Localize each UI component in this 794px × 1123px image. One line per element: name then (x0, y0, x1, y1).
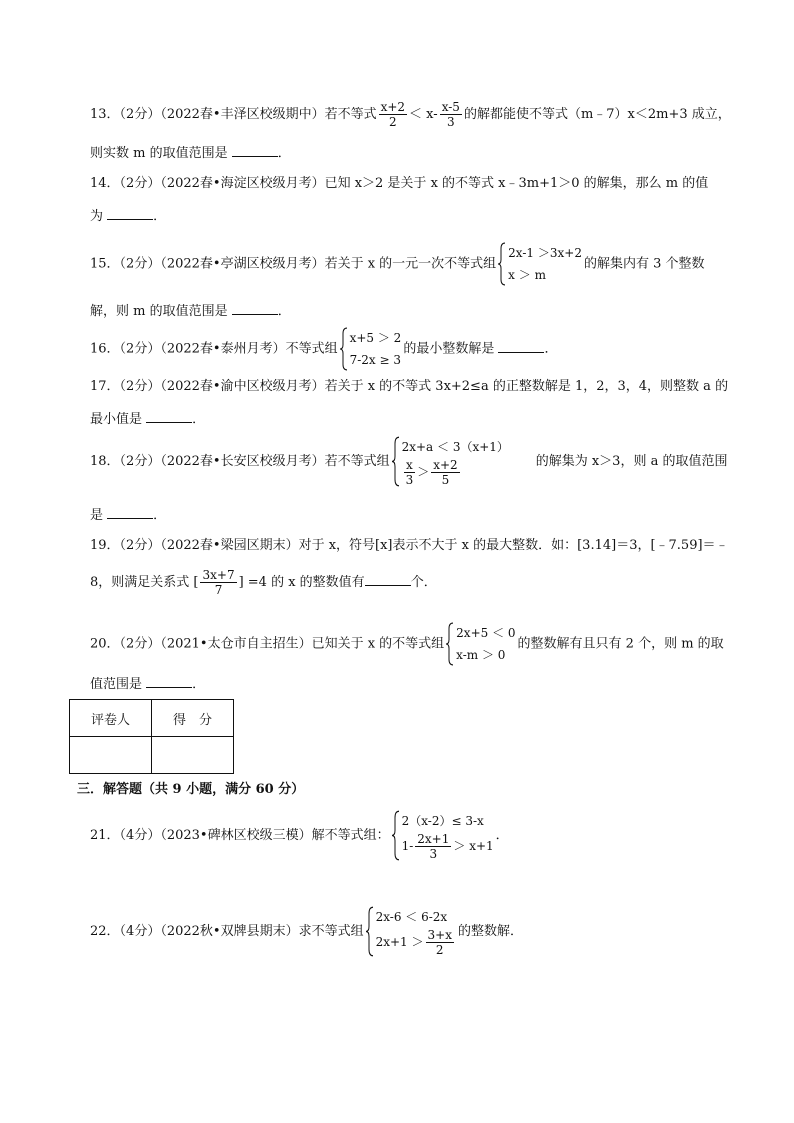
q13-continuation: 则实数 m 的取值范围是 ． (90, 146, 291, 161)
q13-prefix: 13．（2分）（2022春•丰泽区校级期中）若不等式 (90, 107, 377, 122)
q18-inequality-system: 2x+a ＜ 3（x+1） $\frac{x}{3}$ ＞ $\frac{x+2}{5}$ (392, 436, 509, 487)
question-19: 19．（2分）（2022春•梁园区期末）对于 x，符号[x]表示不大于 x 的最大整数．如：[3.14]＝3，[﹣7.59]＝﹣ (90, 538, 729, 553)
q14-continuation: 为 ． (90, 209, 167, 224)
brace-icon (340, 327, 348, 371)
q21-row2: 1- $\frac{2x+1}{3}$ ＞ x+1 (401, 832, 494, 861)
q17-continuation: 最小值是 ． (90, 412, 206, 427)
answer-blank[interactable] (232, 144, 278, 157)
grader-cell[interactable] (70, 737, 152, 774)
question-13 (90, 100, 731, 129)
brace-icon (392, 810, 400, 861)
answer-blank[interactable] (107, 506, 153, 519)
question-15: 15．（2分）（2022春•亭湖区校级月考）若关于 x 的一元一次不等式组 2x-1 ＞3x+2 x ＞ m 的解集内有 3 个整数 (90, 242, 705, 286)
section-heading: 三．解答题（共 9 小题，满分 60 分） (77, 782, 305, 797)
q15-continuation: 解，则 m 的取值范围是 ． (90, 304, 291, 319)
grader-header: 评卷人 (70, 700, 152, 737)
question-18: 18．（2分）（2022春•长安区校级月考）若不等式组 2x+a ＜ 3（x+1） $\frac{x}{3}$ ＞ $\frac{x+2}{5}$ 的解集为 x＞3，则 a 的取值范围 (90, 436, 727, 487)
q18-row2: $\frac{x}{3}$ ＞ $\frac{x+2}{5}$ (405, 458, 458, 487)
q19-continuation: 8，则满足关系式 [ $\frac{3x+7}{7}$ ] =4 的 x 的整数值有 个． (90, 568, 437, 597)
answer-blank[interactable] (232, 302, 278, 315)
question-20: 20．（2分）（2021•太仓市自主招生）已知关于 x 的不等式组 2x+5 ＜ 0 x-m ＞ 0 的整数解有且只有 2 个，则 m 的取 (90, 622, 724, 666)
q22-row2: 2x+1 ＞ $\frac{3+x}{2}$ (375, 928, 452, 957)
question-21: 21．（4分）（2023•碑林区校级三模）解不等式组： 2（x-2）≤ 3-x 1- $\frac{2x+1}{3}$ ＞ x+1 ． (90, 810, 509, 861)
answer-blank[interactable] (498, 340, 544, 353)
q21-inequality-system: 2（x-2）≤ 3-x 1- $\frac{2x+1}{3}$ ＞ x+1 (392, 810, 494, 861)
question-14: 14．（2分）（2022春•海淀区校级月考）已知 x＞2 是关于 x 的不等式 x﹣3m+1＞0 的解集，那么 m 的值 (90, 176, 709, 191)
question-17: 17．（2分）（2022春•渝中区校级月考）若关于 x 的不等式 3x+2≤a 的正整数解是 1，2，3，4，则整数 a 的 (90, 379, 729, 394)
answer-blank[interactable] (146, 410, 192, 423)
score-cell[interactable] (152, 737, 234, 774)
answer-blank[interactable] (146, 675, 192, 688)
question-16: 16．（2分）（2022春•泰州月考）不等式组 x+5 ＞ 2 7-2x ≥ 3 的最小整数解是 ． (90, 327, 557, 371)
q15-inequality-system: 2x-1 ＞3x+2 x ＞ m (498, 242, 582, 286)
q13-fraction-1: $\frac{x+2}{2}$ (380, 100, 406, 129)
q13-lt: ＜ x- (409, 107, 438, 122)
q20-continuation: 值范围是 ． (90, 677, 206, 692)
score-header: 得 分 (152, 700, 234, 737)
answer-blank[interactable] (107, 207, 153, 220)
q18-continuation: 是 ． (90, 508, 167, 523)
q20-inequality-system: 2x+5 ＜ 0 x-m ＞ 0 (446, 622, 515, 666)
q16-inequality-system: x+5 ＞ 2 7-2x ≥ 3 (340, 327, 402, 371)
brace-icon (392, 436, 400, 487)
brace-icon (366, 906, 374, 957)
answer-blank[interactable] (365, 573, 411, 586)
score-table (69, 699, 234, 774)
brace-icon (446, 622, 454, 666)
q19-fraction: $\frac{3x+7}{7}$ (202, 568, 235, 597)
q13-fraction-2: $\frac{x-5}{3}$ (441, 100, 460, 129)
q13-suffix: 的解都能使不等式（m﹣7）x＜2m+3 成立， (463, 107, 731, 122)
q22-inequality-system: 2x-6 ＜ 6-2x 2x+1 ＞ $\frac{3+x}{2}$ (366, 906, 456, 957)
brace-icon (498, 242, 506, 286)
question-22: 22．（4分）（2022秋•双牌县期末）求不等式组 2x-6 ＜ 6-2x 2x+1 ＞ $\frac{3+x}{2}$ 的整数解． (90, 906, 523, 957)
